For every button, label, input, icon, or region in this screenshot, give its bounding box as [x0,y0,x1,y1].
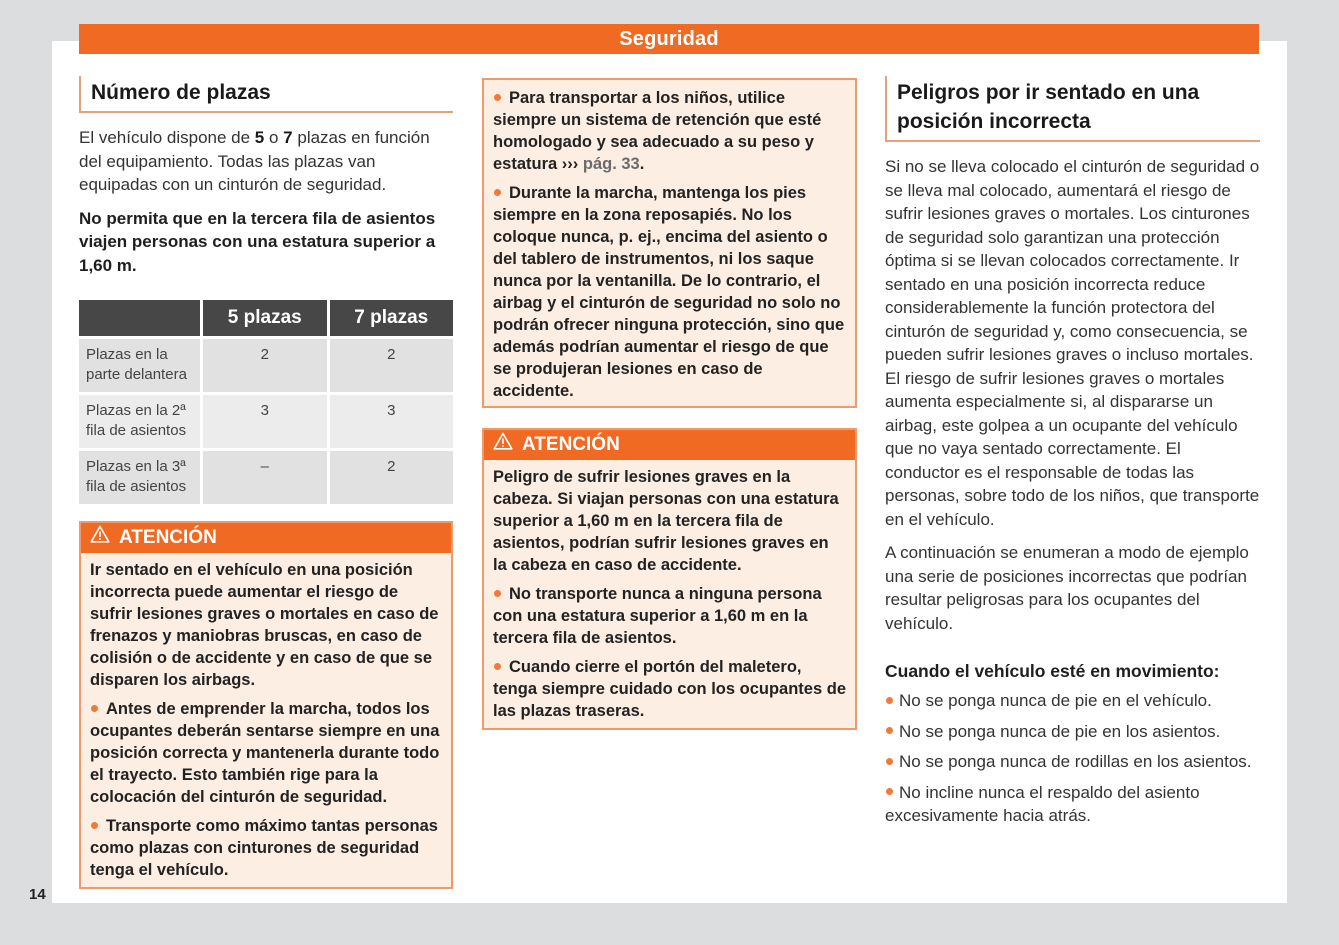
bullet-dot-icon [886,727,893,734]
bullet-dot-icon [886,758,893,765]
intro-text-2: o [264,128,284,147]
row-label: Plazas en la 2ª fila de asientos [79,395,200,448]
warning-title: ATENCIÓN [119,527,217,548]
warning-header [81,523,451,553]
bullet-text: Transporte como máximo tantas personas como plazas con cinturones de seguridad tenga el vehículo. [90,817,438,879]
table-header-7-plazas: 7 plazas [330,300,454,336]
warning-bullet [493,583,846,649]
list-item-text: No se ponga nunca de pie en el vehículo. [899,691,1212,710]
table-header-empty [79,300,200,336]
warning-box-posicion [79,521,453,889]
list-item [885,720,1260,744]
bullet-text: Cuando cierre el portón del maletero, tenga siempre cuidado con los ocupantes de las plazas traseras. [493,658,846,720]
list-item-text: No se ponga nunca de pie en los asientos. [899,721,1221,741]
heading-peligros-posicion-incorrecta: Peligros por ir sentado en una posición incorrecta [885,76,1260,142]
warning-bullet [493,182,846,402]
list-item [885,750,1260,774]
bullet-list [885,689,1260,828]
warning-intro: Ir sentado en el vehículo en una posición incorrecta puede aumentar el riesgo de sufrir lesiones graves o mortales en caso de frenazos y maniobras bruscas, en caso de colisión o de accidente y en caso de que se disparen los airbags. [90,561,439,689]
bullet-text: Para transportar a los niños, utilice siempre un sistema de retención que esté homologado y sea adecuado a su peso y estatura ››› [493,89,822,173]
warning-box-cabeza [482,428,857,730]
warning-triangle-icon [493,430,513,460]
intro-text-1: El vehículo dispone de [79,128,255,147]
table-row [79,395,453,448]
bullet-dot-icon [494,189,501,196]
list-item [885,689,1260,713]
warning-box-continued [482,78,857,408]
seat-count-5: 5 [254,128,265,147]
cell-7-plazas: 2 [330,451,454,504]
bullet-dot-icon [494,663,501,670]
row-label: Plazas en la 3ª fila de asientos [79,451,200,504]
column-2 [482,78,857,730]
list-item [885,781,1260,828]
bullet-dot-icon [494,94,501,101]
seat-count-7: 7 [283,128,293,147]
bullet-dot-icon [886,697,893,704]
intro-paragraph [79,126,453,197]
warning-header [484,430,855,460]
warning-body [81,553,451,887]
table-header-row [79,300,453,336]
paragraph-2: A continuación se enumeran a modo de ejemplo una serie de posiciones incorrectas que podrían resultar peligrosas para los ocupantes del vehículo. [885,543,1249,633]
warning-intro: Peligro de sufrir lesiones graves en la cabeza. Si viajan personas con una estatura superior a 1,60 m en la tercera fila de asientos, podrían sufrir lesiones graves en la cabeza en caso de accidente. [493,468,839,574]
list-item-text: No se ponga nunca de rodillas en los asientos. [899,752,1252,771]
cell-7-plazas: 3 [330,395,454,448]
seats-table [76,297,456,507]
cell-5-plazas: 2 [203,339,327,392]
bullet-dot-icon [494,590,501,597]
section-title: Seguridad [619,28,719,50]
bullet-dot-icon [91,705,98,712]
table-header-5-plazas: 5 plazas [203,300,327,336]
warning-body [484,460,855,728]
paragraph-1: Si no se lleva colocado el cinturón de seguridad o se lleva mal colocado, aumentará el riesgo de sufrir lesiones graves o mortales. Los cinturones de seguridad solo garantizan una protección óptima si se llevan colocados correctamente. Ir sentado en una posición incorrecta reduce considerablemente la función protectora del cinturón de seguridad y, como consecuencia, se pueden sufrir lesiones graves o incluso mortales. El riesgo de sufrir lesiones graves o mortales aumenta especialmente si, al dispararse un airbag, este golpea a un ocupante del vehículo que no vaya sentado correctamente. El conductor es el responsable de todas las personas, sobre todo de los niños, que transporte en el vehículo. [885,157,1260,529]
subheading-en-movimiento: Cuando el vehículo esté en movimiento: [885,661,1220,681]
warning-body [484,80,855,406]
table-row [79,339,453,392]
page-number: 14 [29,886,46,903]
table-row [79,451,453,504]
column-1 [79,76,453,889]
warning-bullet [493,87,846,175]
bullet-dot-icon [91,822,98,829]
column-3 [885,76,1260,835]
list-item-text: No incline nunca el respaldo del asiento excesivamente hacia atrás. [885,782,1200,825]
section-header-bar [79,24,1259,54]
bullet-text: Antes de emprender la marcha, todos los ocupantes deberán sentarse siempre en una posición correcta y mantenerla durante todo el trayecto. Esto también rige para la colocación del cinturón de seguridad. [90,700,440,806]
heading-numero-de-plazas: Número de plazas [79,76,453,113]
warning-bullet [90,815,442,881]
bullet-dot-icon [886,788,893,795]
warning-title: ATENCIÓN [522,434,620,455]
warning-bullet [90,698,442,808]
cell-5-plazas: 3 [203,395,327,448]
height-notice: No permita que en la tercera fila de asientos viajen personas con una estatura superior a 1,60 m. [79,208,436,275]
page-reference-link[interactable]: pág. 33 [582,155,640,173]
intro-text-3: plazas en función del equipamiento. Todas las plazas van equipadas con un cinturón de seguridad. [79,128,430,194]
cell-5-plazas: – [203,451,327,504]
row-label: Plazas en la parte delantera [79,339,200,392]
bullet-text-end: . [639,155,645,173]
cell-7-plazas: 2 [330,339,454,392]
bullet-text: Durante la marcha, mantenga los pies siempre en la zona reposapiés. No los coloque nunca, p. ej., encima del asiento o del tablero de instrumentos, ni los saque nunca por la ventanilla. De lo contrario, el airbag y el cinturón de seguridad no solo no podrán ofrecer ninguna protección, sino que además podrían aumentar el riesgo de que se produjeran lesiones en caso de accidente. [493,184,845,400]
warning-triangle-icon [90,523,110,553]
bullet-text: No transporte nunca a ninguna persona con una estatura superior a 1,60 m en la tercera fila de asientos. [493,585,822,647]
warning-bullet [493,656,846,722]
